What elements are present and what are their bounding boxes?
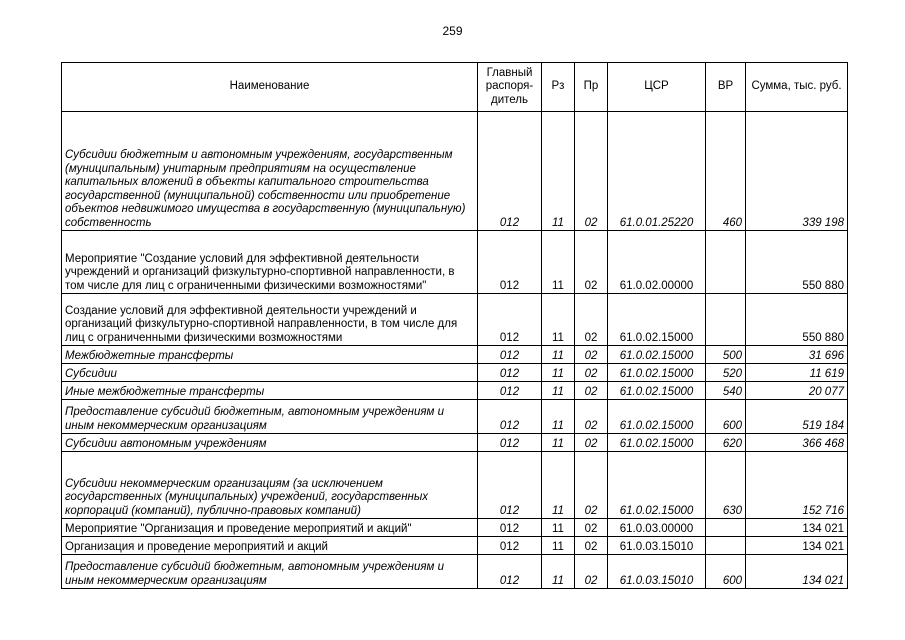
cell-name: Субсидии автономным учреждениям xyxy=(62,434,478,452)
cell-sum: 134 021 xyxy=(746,537,848,555)
cell-pr: 02 xyxy=(575,364,608,382)
cell-admin: 012 xyxy=(478,537,542,555)
cell-vr xyxy=(706,231,746,294)
header-rz: Рз xyxy=(542,63,575,112)
cell-sum: 31 696 xyxy=(746,346,848,364)
cell-name: Субсидии бюджетным и автономным учреждениям, государственным (муниципальным) унитарным предприятиям на осуществление капитальных вложений в объекты капитального строительства государственной (муниципальной) собственности или приобретение объектов недвижимого имущества в государственную (муниципальную) собственность xyxy=(62,112,478,231)
header-sum: Сумма, тыс. руб. xyxy=(746,63,848,112)
cell-vr xyxy=(706,519,746,537)
cell-csr: 61.0.02.15000 xyxy=(608,434,706,452)
cell-vr: 600 xyxy=(706,555,746,589)
cell-csr: 61.0.03.00000 xyxy=(608,519,706,537)
table-row xyxy=(62,555,848,589)
cell-pr: 02 xyxy=(575,519,608,537)
cell-rz: 11 xyxy=(542,112,575,231)
table-row xyxy=(62,346,848,364)
cell-rz: 11 xyxy=(542,364,575,382)
header-name: Наименование xyxy=(62,63,478,112)
table-row xyxy=(62,519,848,537)
table-row xyxy=(62,434,848,452)
cell-admin: 012 xyxy=(478,346,542,364)
cell-sum: 519 184 xyxy=(746,400,848,434)
cell-pr: 02 xyxy=(575,382,608,400)
cell-admin: 012 xyxy=(478,231,542,294)
cell-name: Организация и проведение мероприятий и акций xyxy=(62,537,478,555)
cell-admin: 012 xyxy=(478,434,542,452)
cell-pr: 02 xyxy=(575,400,608,434)
cell-sum: 20 077 xyxy=(746,382,848,400)
header-admin: Главный распоря-дитель xyxy=(478,63,542,112)
cell-vr: 620 xyxy=(706,434,746,452)
cell-admin: 012 xyxy=(478,400,542,434)
cell-vr: 520 xyxy=(706,364,746,382)
table-row xyxy=(62,364,848,382)
cell-vr xyxy=(706,294,746,346)
cell-csr: 61.0.02.15000 xyxy=(608,346,706,364)
header-pr: Пр xyxy=(575,63,608,112)
cell-pr: 02 xyxy=(575,555,608,589)
cell-csr: 61.0.03.15010 xyxy=(608,555,706,589)
cell-rz: 11 xyxy=(542,537,575,555)
cell-pr: 02 xyxy=(575,112,608,231)
cell-rz: 11 xyxy=(542,434,575,452)
table-row xyxy=(62,452,848,519)
cell-vr: 630 xyxy=(706,452,746,519)
cell-pr: 02 xyxy=(575,452,608,519)
table-row xyxy=(62,112,848,231)
table-row xyxy=(62,231,848,294)
table-row xyxy=(62,537,848,555)
cell-csr: 61.0.02.15000 xyxy=(608,400,706,434)
cell-rz: 11 xyxy=(542,382,575,400)
cell-pr: 02 xyxy=(575,346,608,364)
cell-admin: 012 xyxy=(478,294,542,346)
cell-name: Мероприятие "Создание условий для эффективной деятельности учреждений и организаций физкультурно-спортивной направленности, в том числе для лиц с ограниченными физическими возможностями" xyxy=(62,231,478,294)
page-number: 259 xyxy=(442,24,463,38)
cell-sum: 366 468 xyxy=(746,434,848,452)
cell-name: Субсидии некоммерческим организациям (за исключением государственных (муниципальных) учреждений, государственных корпораций (компаний), публично-правовых компаний) xyxy=(62,452,478,519)
cell-vr: 500 xyxy=(706,346,746,364)
cell-pr: 02 xyxy=(575,231,608,294)
cell-sum: 134 021 xyxy=(746,519,848,537)
cell-name: Субсидии xyxy=(62,364,478,382)
cell-admin: 012 xyxy=(478,112,542,231)
cell-admin: 012 xyxy=(478,555,542,589)
cell-name: Предоставление субсидий бюджетным, автономным учреждениям и иным некоммерческим организациям xyxy=(62,400,478,434)
cell-sum: 152 716 xyxy=(746,452,848,519)
cell-name: Иные межбюджетные трансферты xyxy=(62,382,478,400)
cell-csr: 61.0.02.00000 xyxy=(608,231,706,294)
cell-csr: 61.0.02.15000 xyxy=(608,452,706,519)
table-row xyxy=(62,294,848,346)
cell-admin: 012 xyxy=(478,452,542,519)
cell-name: Создание условий для эффективной деятельности учреждений и организаций физкультурно-спортивной направленности, в том числе для лиц с ограниченными физическими возможностями xyxy=(62,294,478,346)
header-csr: ЦСР xyxy=(608,63,706,112)
cell-pr: 02 xyxy=(575,294,608,346)
cell-admin: 012 xyxy=(478,519,542,537)
cell-csr: 61.0.02.15000 xyxy=(608,382,706,400)
table-header-row xyxy=(62,63,848,112)
cell-pr: 02 xyxy=(575,537,608,555)
cell-name: Межбюджетные трансферты xyxy=(62,346,478,364)
cell-csr: 61.0.02.15000 xyxy=(608,294,706,346)
cell-sum: 550 880 xyxy=(746,231,848,294)
cell-vr: 540 xyxy=(706,382,746,400)
table-row xyxy=(62,400,848,434)
cell-sum: 11 619 xyxy=(746,364,848,382)
cell-rz: 11 xyxy=(542,231,575,294)
cell-csr: 61.0.01.25220 xyxy=(608,112,706,231)
cell-csr: 61.0.02.15000 xyxy=(608,364,706,382)
cell-rz: 11 xyxy=(542,294,575,346)
cell-rz: 11 xyxy=(542,519,575,537)
table-row xyxy=(62,382,848,400)
cell-vr: 600 xyxy=(706,400,746,434)
cell-sum: 550 880 xyxy=(746,294,848,346)
cell-rz: 11 xyxy=(542,452,575,519)
cell-rz: 11 xyxy=(542,346,575,364)
cell-name: Мероприятие "Организация и проведение мероприятий и акций" xyxy=(62,519,478,537)
cell-rz: 11 xyxy=(542,555,575,589)
header-vr: ВР xyxy=(706,63,746,112)
cell-pr: 02 xyxy=(575,434,608,452)
cell-name: Предоставление субсидий бюджетным, автономным учреждениям и иным некоммерческим организациям xyxy=(62,555,478,589)
cell-sum: 134 021 xyxy=(746,555,848,589)
cell-admin: 012 xyxy=(478,382,542,400)
cell-vr xyxy=(706,537,746,555)
budget-table xyxy=(61,62,848,589)
cell-sum: 339 198 xyxy=(746,112,848,231)
cell-csr: 61.0.03.15010 xyxy=(608,537,706,555)
cell-admin: 012 xyxy=(478,364,542,382)
cell-vr: 460 xyxy=(706,112,746,231)
cell-rz: 11 xyxy=(542,400,575,434)
